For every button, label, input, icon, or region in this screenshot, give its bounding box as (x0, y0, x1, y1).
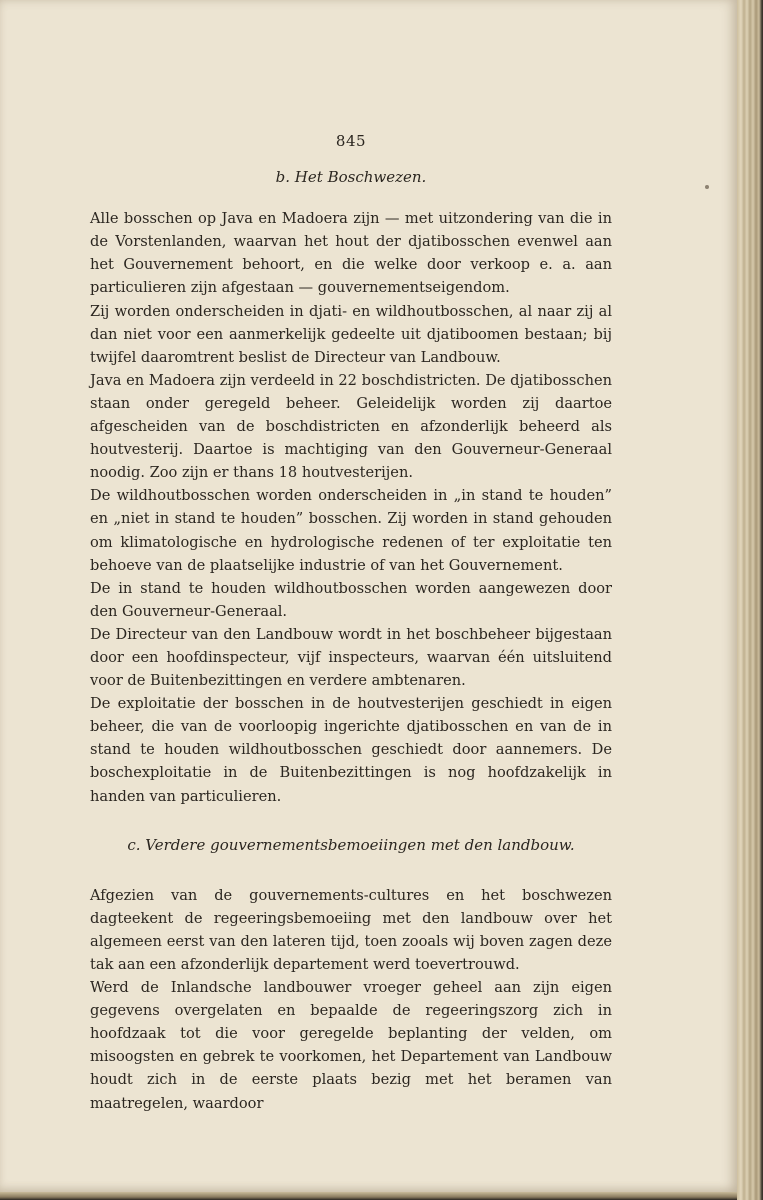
section-b-heading: b. Het Boschwezen. (275, 168, 427, 187)
paragraph: De wildhoutbosschen worden onderscheiden in „in stand te houden” en „niet in stand te houden” bosschen. Zij worden in stand gehouden om klimatologische en hydrologische redenen of ter exploitatie ten behoeve van de plaatselijke industrie of van het Gouvernement. (90, 487, 612, 574)
paragraph: De in stand te houden wildhoutbosschen worden aangewezen door den Gouverneur-Generaal. (90, 579, 612, 620)
paragraph: Afgezien van de gouvernements-cultures en het boschwezen dagteekent de regeeringsbemoeiing met den landbouw over het algemeen eerst van den lateren tijd, toen zooals wij boven zagen deze tak aan een afzonderlijk departement werd toevertrouwd. (90, 886, 612, 973)
section-c-body (90, 884, 612, 1115)
section-c-heading: c. Verdere gouvernementsbemoeiingen met den landbouw. (127, 835, 575, 854)
page-bottom-edge (0, 1192, 737, 1200)
page-content (90, 130, 612, 1115)
paragraph: De exploitatie der bosschen in de houtvesterijen geschiedt in eigen beheer, die van de voorloopig ingerichte djatibosschen en van de in stand te houden wildhoutbosschen geschiedt door aannemers. De boschexploitatie in de Buitenbezittingen is nog hoofdzakelijk in handen van particulieren. (90, 695, 612, 805)
paragraph: De Directeur van den Landbouw wordt in het boschbeheer bijgestaan door een hoofdinspecteur, vijf inspecteurs, waarvan één uitsluitend voor de Buitenbezittingen en verdere ambtenaren. (90, 625, 612, 690)
paragraph: Werd de Inlandsche landbouwer vroeger geheel aan zijn eigen gegevens overgelaten en bepaalde de regeeringszorg zich in hoofdzaak tot die voor geregelde beplanting der velden, om misoogsten en gebrek te voorkomen, het Departement van Landbouw houdt zich in de eerste plaats bezig met het beramen van maatregelen, waardoor (90, 979, 612, 1112)
paragraph: Alle bosschen op Java en Madoera zijn — met uitzondering van die in de Vorstenlanden, waarvan het hout der djatibosschen evenwel aan het Gouvernement behoort, en die welke door verkoop e. a. aan particulieren zijn afgestaan — gouvernementseigendom. (90, 210, 612, 297)
paragraph: Java en Madoera zijn verdeeld in 22 boschdistricten. De djatibosschen staan onder geregeld beheer. Geleidelijk worden zij daartoe afgescheiden van de boschdistricten en afzonderlijk beheerd als houtvesterij. Daartoe is machtiging van den Gouverneur-Generaal noodig. Zoo zijn er thans 18 houtvesterijen. (90, 371, 612, 482)
section-b-body (90, 207, 612, 807)
paper-speck (705, 185, 709, 189)
page-stack-edge (737, 0, 763, 1200)
page-number: 845 (335, 132, 367, 150)
paragraph: Zij worden onderscheiden in djati- en wildhoutbosschen, al naar zij al dan niet voor een aanmerkelijk gedeelte uit djatiboomen bestaan; bij twijfel daaromtrent beslist de Directeur van Landbouw. (90, 302, 612, 366)
